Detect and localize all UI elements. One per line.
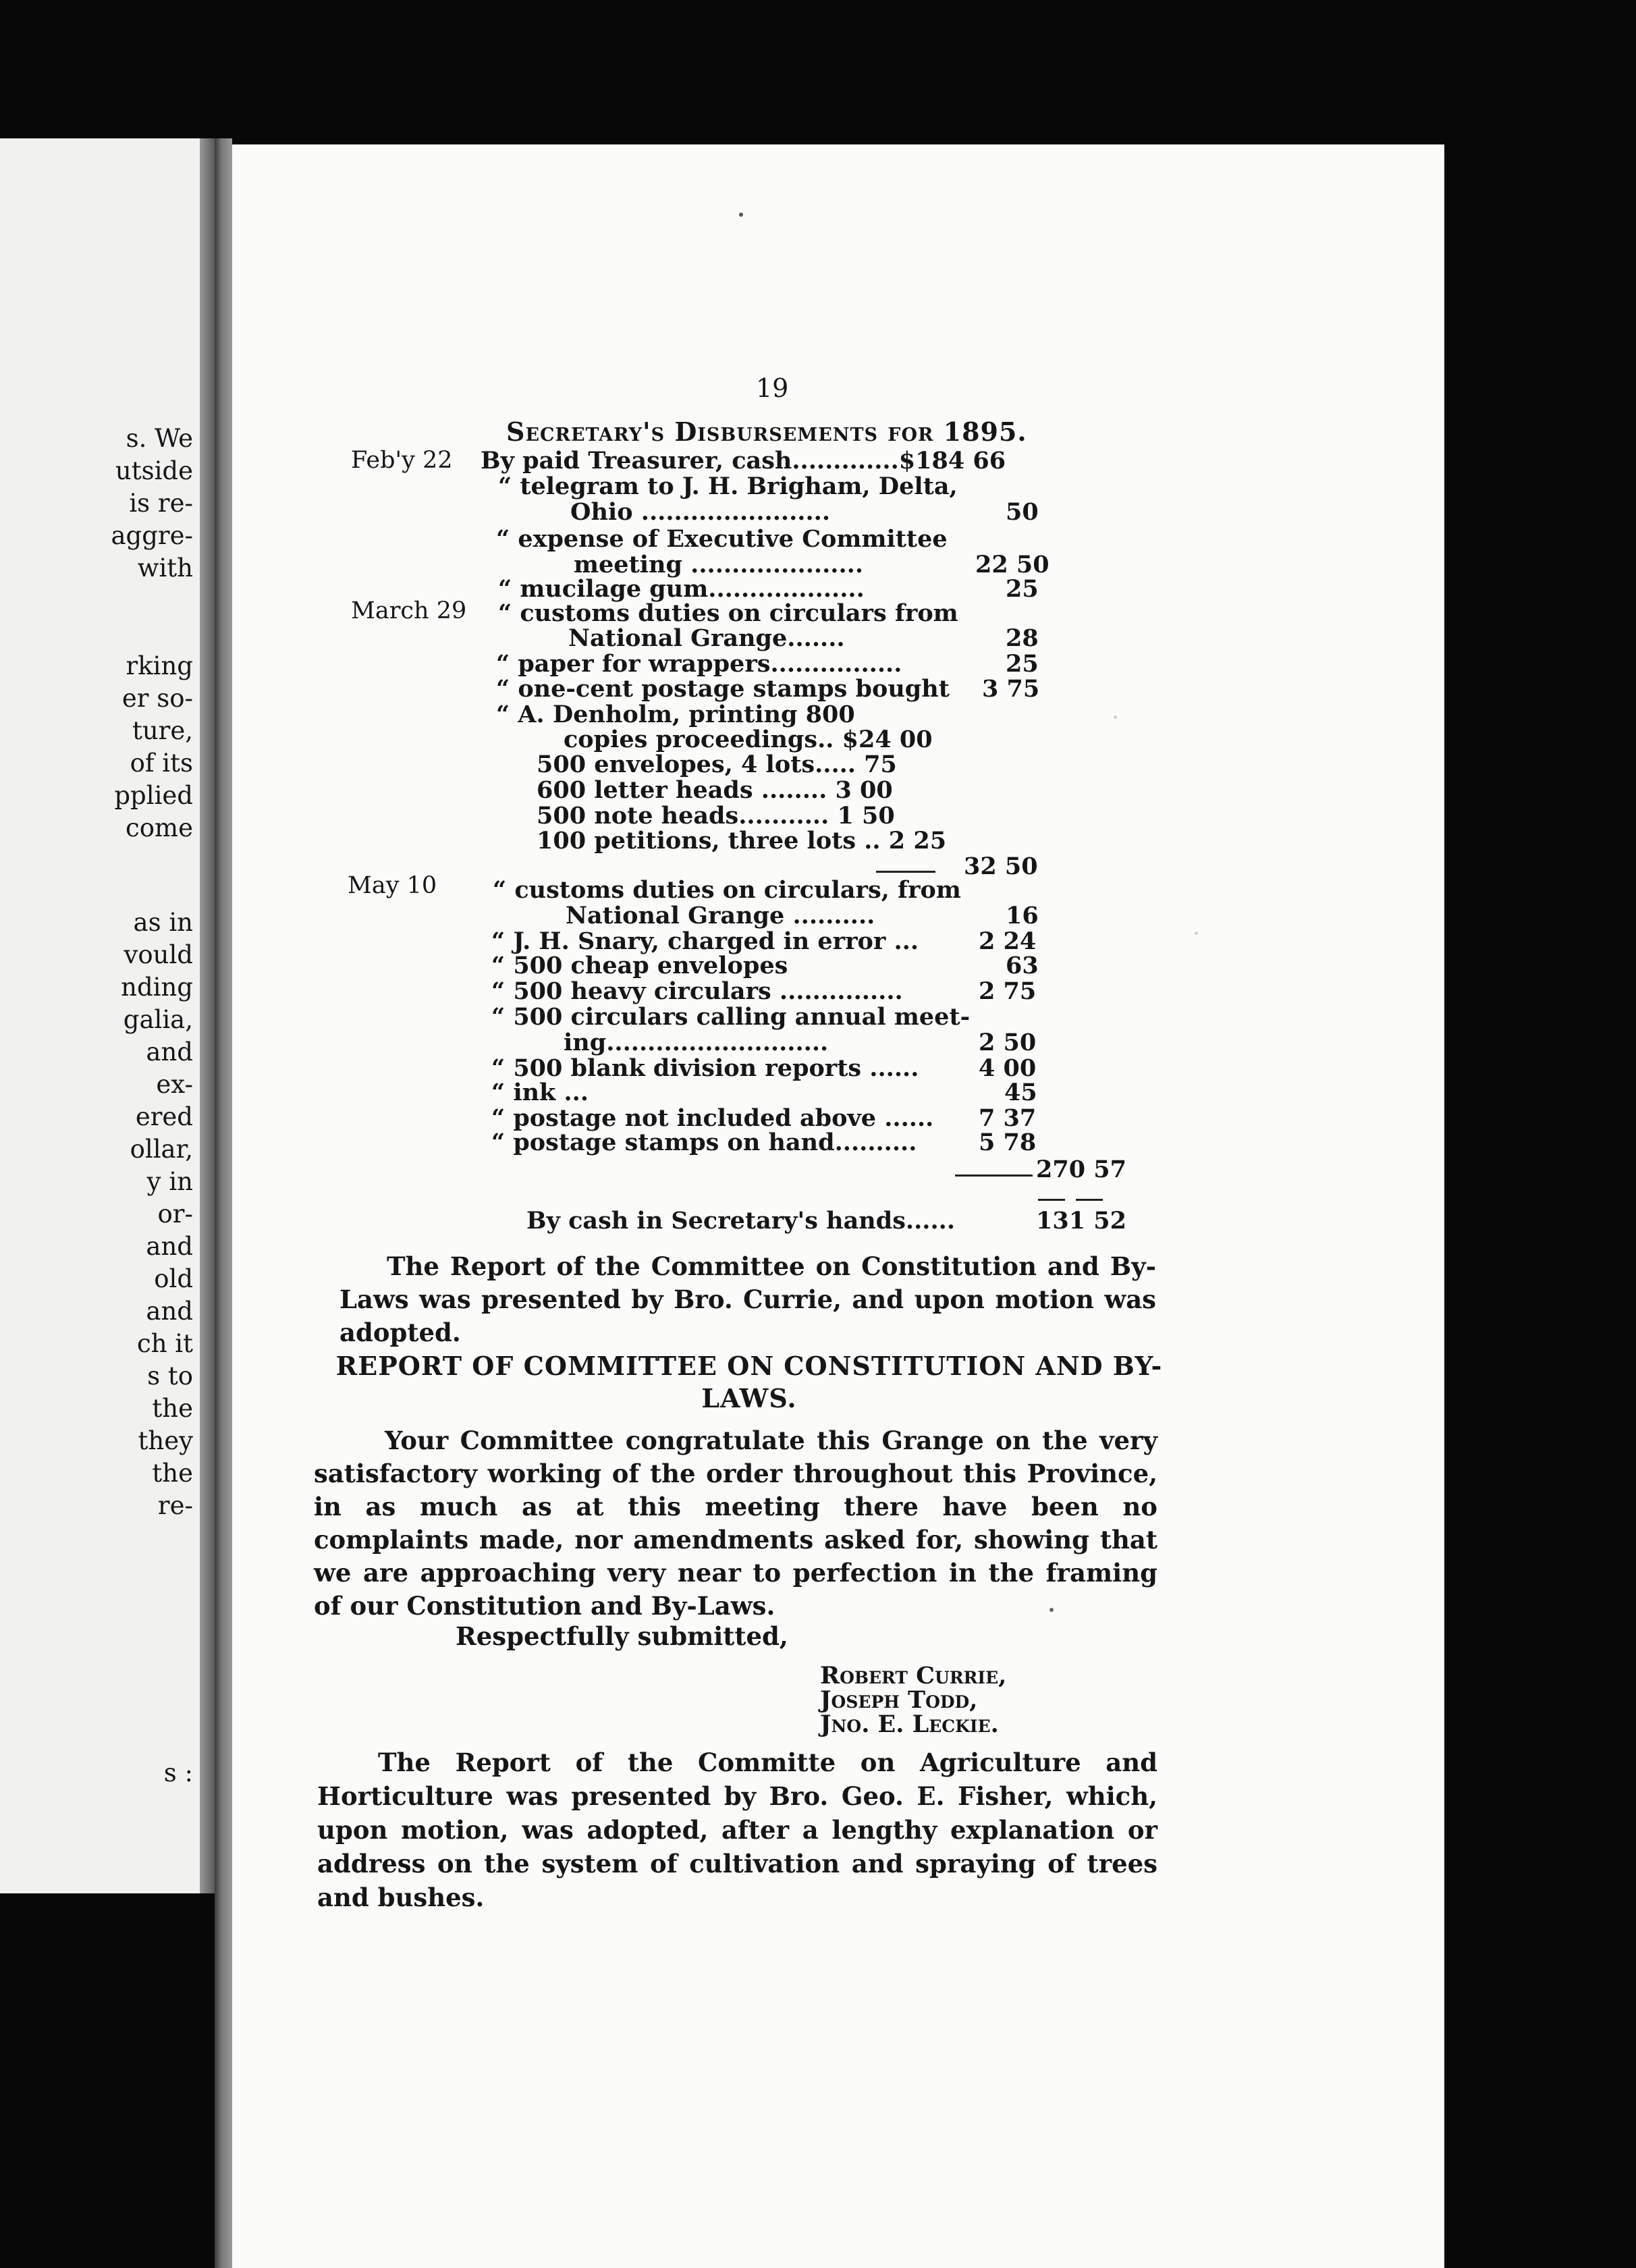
ledger-amount: 22 50 xyxy=(975,551,1049,578)
ledger-amount: 2 24 xyxy=(979,927,1037,955)
left-fragment: and xyxy=(146,1037,193,1066)
left-fragment: or- xyxy=(157,1199,193,1228)
left-fragment: er so- xyxy=(121,684,193,713)
ledger-line: Ohio ....................... xyxy=(570,498,831,526)
paragraph-constitution-report: The Report of the Committee on Constitution and By-Laws was presented by Bro. Currie, and upon motion was adopted. xyxy=(339,1251,1156,1347)
ledger-line: “ A. Denholm, printing 800 xyxy=(496,701,855,728)
left-fragment: ollar, xyxy=(130,1135,193,1164)
ledger-line: National Grange....... xyxy=(568,624,845,652)
left-fragment: vould xyxy=(124,940,193,969)
ledger-amount: 4 00 xyxy=(979,1054,1037,1082)
left-fragment: ture, xyxy=(132,716,193,745)
balance-rule xyxy=(1076,1199,1103,1201)
ledger-amount: 32 50 xyxy=(964,853,1038,880)
left-fragment: come xyxy=(126,813,193,842)
ledger-line: “ expense of Executive Committee xyxy=(496,525,948,553)
ledger-line: “ customs duties on circulars from xyxy=(498,599,958,627)
ledger-date: May 10 xyxy=(348,872,437,899)
paragraph-committee-report: Your Committee congratulate this Grange on the very satisfactory working of the order throughout this Province, in as much as at this meeting there have been no complaints made, nor amendments asked for, showing that we are approaching very near to perfection in the framing of our Constitution and By-Laws. xyxy=(314,1426,1157,1621)
book-spine xyxy=(215,138,232,2268)
disbursements-heading: Secretary's Disbursements for 1895. xyxy=(506,416,1027,447)
left-fragment: ered xyxy=(135,1102,193,1131)
ledger-line: 100 petitions, three lots .. 2 25 xyxy=(537,827,947,855)
left-facing-page xyxy=(0,138,215,1893)
respectfully-submitted: Respectfully submitted, xyxy=(456,1621,788,1651)
ledger-line: 500 note heads........... 1 50 xyxy=(537,802,895,830)
ledger-amount: 5 78 xyxy=(979,1129,1037,1156)
left-fragment: rking xyxy=(126,651,193,680)
left-fragment: utside xyxy=(115,456,193,485)
total-rule xyxy=(955,1174,1033,1177)
left-fragment: the xyxy=(152,1394,193,1423)
left-fragment: old xyxy=(154,1264,193,1293)
ledger-date: Feb'y 22 xyxy=(351,447,453,474)
ledger-amount: 25 xyxy=(1006,650,1039,678)
left-fragment: nding xyxy=(121,973,193,1002)
ledger-line: “ telegram to J. H. Brigham, Delta, xyxy=(498,473,958,500)
ledger-amount: 63 xyxy=(1006,952,1039,979)
ledger-amount: 28 xyxy=(1006,624,1039,652)
ledger-line: “ ink ... xyxy=(491,1079,589,1106)
ledger-line: “ postage not included above ...... xyxy=(491,1104,934,1132)
page-number: 19 xyxy=(756,373,789,403)
left-fragment: aggre- xyxy=(111,521,193,550)
ledger-line: ing........................... xyxy=(564,1029,829,1056)
ledger-amount: 45 xyxy=(1004,1079,1037,1106)
ledger-line: copies proceedings.. $24 00 xyxy=(564,726,933,753)
ledger-line: “ mucilage gum................... xyxy=(498,575,865,603)
ledger-amount: 270 57 xyxy=(1036,1156,1126,1183)
ledger-line: National Grange .......... xyxy=(566,902,875,929)
ledger-line: “ postage stamps on hand.......... xyxy=(491,1129,917,1156)
paragraph-agriculture-report: The Report of the Committe on Agriculture and Horticulture was presented by Bro. Geo. E. Fisher, which, upon motion, was adopted, after a lengthy explanation or address on the system of cultivation and spraying of trees and bushes. xyxy=(317,1748,1157,1912)
left-fragment: and xyxy=(146,1232,193,1261)
left-fragment: and xyxy=(146,1297,193,1326)
ledger-line: 500 envelopes, 4 lots..... 75 xyxy=(537,751,897,778)
left-fragment: pplied xyxy=(114,781,193,810)
ledger-line: By paid Treasurer, cash.............$184 66 xyxy=(481,447,1006,475)
ledger-line: “ 500 circulars calling annual meet- xyxy=(491,1003,971,1031)
signature-name: Joseph Todd, xyxy=(820,1686,978,1714)
report-heading-line1: REPORT OF COMMITTEE ON CONSTITUTION AND BY- xyxy=(335,1351,1163,1381)
left-fragment: galia, xyxy=(123,1005,193,1034)
ledger-amount: 16 xyxy=(1006,902,1039,929)
scan-speck xyxy=(1195,932,1198,935)
ledger-amount: 7 37 xyxy=(979,1104,1037,1132)
ledger-amount: 2 50 xyxy=(979,1029,1037,1056)
left-fragment: is re- xyxy=(129,489,193,518)
ledger-line: meeting ..................... xyxy=(574,551,864,578)
left-fragment: s. We xyxy=(126,424,193,453)
left-fragment: they xyxy=(138,1426,193,1455)
left-fragment: re- xyxy=(157,1491,193,1520)
ledger-line: “ 500 blank division reports ...... xyxy=(491,1054,919,1082)
scan-speck xyxy=(739,213,743,217)
balance-rule xyxy=(1038,1199,1065,1201)
ledger-line: “ paper for wrappers................ xyxy=(496,650,902,678)
ledger-amount: 2 75 xyxy=(979,977,1037,1005)
ledger-amount: 3 75 xyxy=(982,675,1040,703)
signature-name: Jno. E. Leckie. xyxy=(820,1710,999,1738)
ledger-line: “ one-cent postage stamps bought xyxy=(496,675,950,703)
signature-name: Robert Currie, xyxy=(820,1662,1007,1690)
ledger-amount: 25 xyxy=(1006,575,1039,603)
ledger-line: “ 500 cheap envelopes xyxy=(491,952,788,979)
left-fragment: as in xyxy=(133,908,193,937)
left-fragment: ch it xyxy=(136,1329,193,1358)
left-fragment: s to xyxy=(147,1361,193,1390)
ledger-amount: 50 xyxy=(1006,498,1039,526)
ledger-line: 600 letter heads ........ 3 00 xyxy=(537,776,893,804)
left-fragment: the xyxy=(152,1459,193,1488)
ledger-line: By cash in Secretary's hands...... xyxy=(526,1207,956,1235)
report-heading-line2: LAWS. xyxy=(701,1383,797,1413)
ledger-line: “ 500 heavy circulars ............... xyxy=(491,977,903,1005)
ledger-amount: 131 52 xyxy=(1036,1207,1126,1235)
ledger-line: “ J. H. Snary, charged in error ... xyxy=(491,927,919,955)
ledger-date: March 29 xyxy=(351,597,467,624)
ledger-line: “ customs duties on circulars, from xyxy=(493,876,961,904)
left-fragment: y in xyxy=(146,1167,193,1196)
left-page-gutter xyxy=(200,138,215,1893)
left-fragment: with xyxy=(137,554,193,583)
left-fragment: s : xyxy=(163,1758,193,1787)
left-fragment: ex- xyxy=(156,1070,193,1099)
scan-speck xyxy=(1049,1608,1054,1612)
scan-speck xyxy=(1114,716,1117,719)
left-fragment: of its xyxy=(130,749,193,778)
subtotal-rule xyxy=(876,871,935,873)
